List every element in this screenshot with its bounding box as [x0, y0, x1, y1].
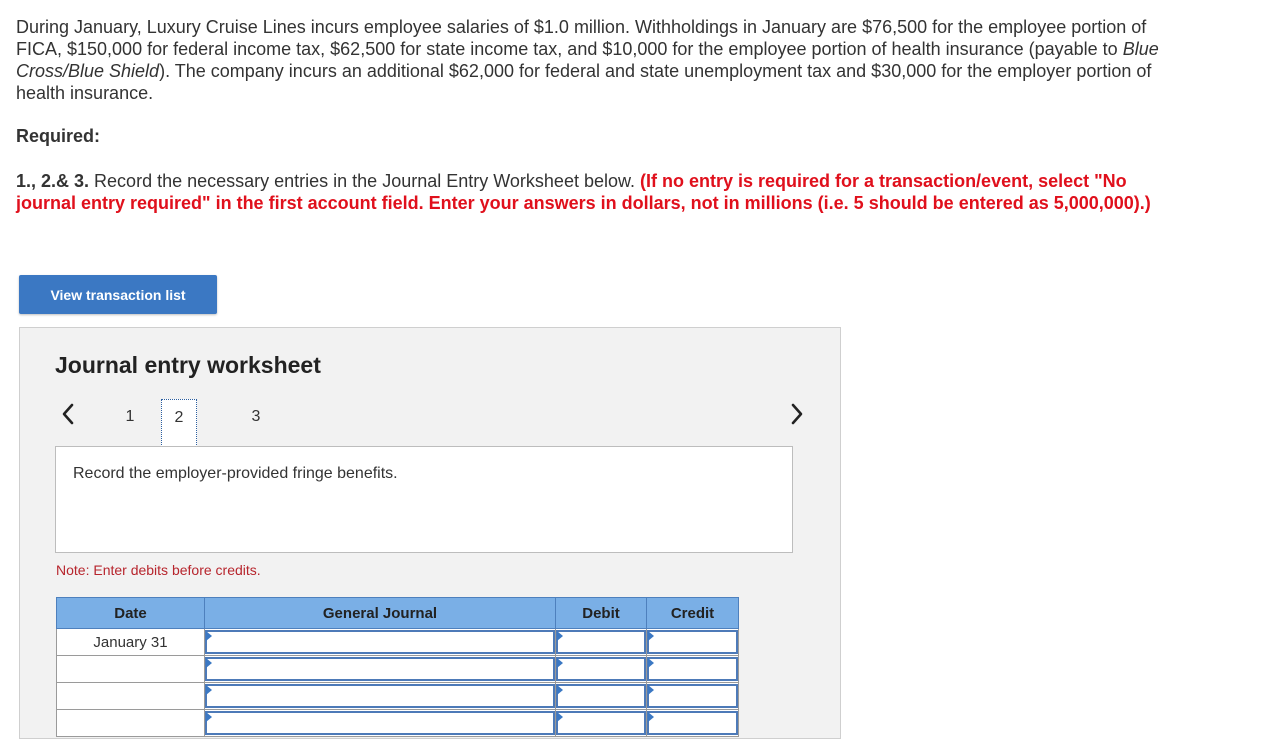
worksheet-title: Journal entry worksheet	[55, 352, 321, 378]
account-field[interactable]	[205, 656, 556, 683]
dropdown-indicator-icon	[557, 631, 563, 641]
credit-field[interactable]	[647, 629, 739, 656]
journal-entry-worksheet-panel	[19, 327, 841, 739]
worksheet-page-3[interactable]: 3	[251, 408, 261, 425]
requirement-number: 1., 2.& 3.	[16, 171, 90, 191]
debit-field[interactable]	[556, 629, 647, 656]
required-instructions	[16, 170, 1176, 214]
debit-field[interactable]	[556, 710, 647, 737]
account-field[interactable]	[205, 710, 556, 737]
view-transaction-list-button[interactable]: View transaction list	[19, 275, 217, 314]
transaction-description: Record the employer-provided fringe benefits.	[73, 465, 398, 482]
problem-text-part2: ). The company incurs an additional $62,000 for federal and state unemployment tax and $30,000 for the employer portion of health insurance.	[16, 61, 1152, 103]
date-cell	[57, 710, 205, 737]
dropdown-indicator-icon	[648, 685, 654, 695]
worksheet-page-1[interactable]: 1	[125, 408, 135, 425]
dropdown-indicator-icon	[206, 658, 212, 668]
transaction-description-box	[55, 446, 793, 553]
account-field[interactable]	[205, 683, 556, 710]
debit-column-header: Debit	[556, 598, 647, 629]
dropdown-indicator-icon	[648, 658, 654, 668]
journal-entry-table	[56, 597, 739, 737]
required-heading: Required:	[16, 126, 101, 146]
date-cell: January 31	[57, 629, 205, 656]
journal-row	[57, 710, 739, 737]
account-field[interactable]	[205, 629, 556, 656]
dropdown-indicator-icon	[206, 685, 212, 695]
debit-field[interactable]	[556, 656, 647, 683]
debits-before-credits-note: Note: Enter debits before credits.	[56, 562, 261, 578]
journal-header-row	[57, 598, 739, 629]
dropdown-indicator-icon	[648, 712, 654, 722]
dropdown-indicator-icon	[557, 658, 563, 668]
general-journal-column-header: General Journal	[205, 598, 556, 629]
date-column-header: Date	[57, 598, 205, 629]
debit-field[interactable]	[556, 683, 647, 710]
journal-row	[57, 656, 739, 683]
requirement-text: Record the necessary entries in the Journal Entry Worksheet below.	[89, 171, 640, 191]
credit-field[interactable]	[647, 710, 739, 737]
dropdown-indicator-icon	[557, 712, 563, 722]
dropdown-indicator-icon	[206, 631, 212, 641]
worksheet-page-2-active[interactable]: 2	[161, 399, 197, 449]
dropdown-indicator-icon	[648, 631, 654, 641]
journal-row	[57, 629, 739, 656]
problem-text-part1: During January, Luxury Cruise Lines incurs employee salaries of $1.0 million. Withholdings in January are $76,500 for the employee portion of FICA, $150,000 for federal income tax, $62,500 for state income tax, and $10,000 for the employee portion of health insurance (payable to	[16, 17, 1147, 59]
requirement-warning: (If no entry is required for a transaction/event, select "No journal entry required" in the first account field. Enter your answers in dollars, not in millions (i.e. 5 should be entered as 5,000,000).)	[16, 171, 1151, 213]
problem-statement	[16, 16, 1186, 104]
insurer-name: Blue Cross/Blue Shield	[16, 39, 1159, 81]
dropdown-indicator-icon	[557, 685, 563, 695]
next-page-chevron-icon[interactable]	[787, 401, 807, 427]
journal-row	[57, 683, 739, 710]
date-cell	[57, 656, 205, 683]
credit-field[interactable]	[647, 683, 739, 710]
previous-page-chevron-icon[interactable]	[58, 401, 78, 427]
credit-column-header: Credit	[647, 598, 739, 629]
credit-field[interactable]	[647, 656, 739, 683]
dropdown-indicator-icon	[206, 712, 212, 722]
date-cell	[57, 683, 205, 710]
